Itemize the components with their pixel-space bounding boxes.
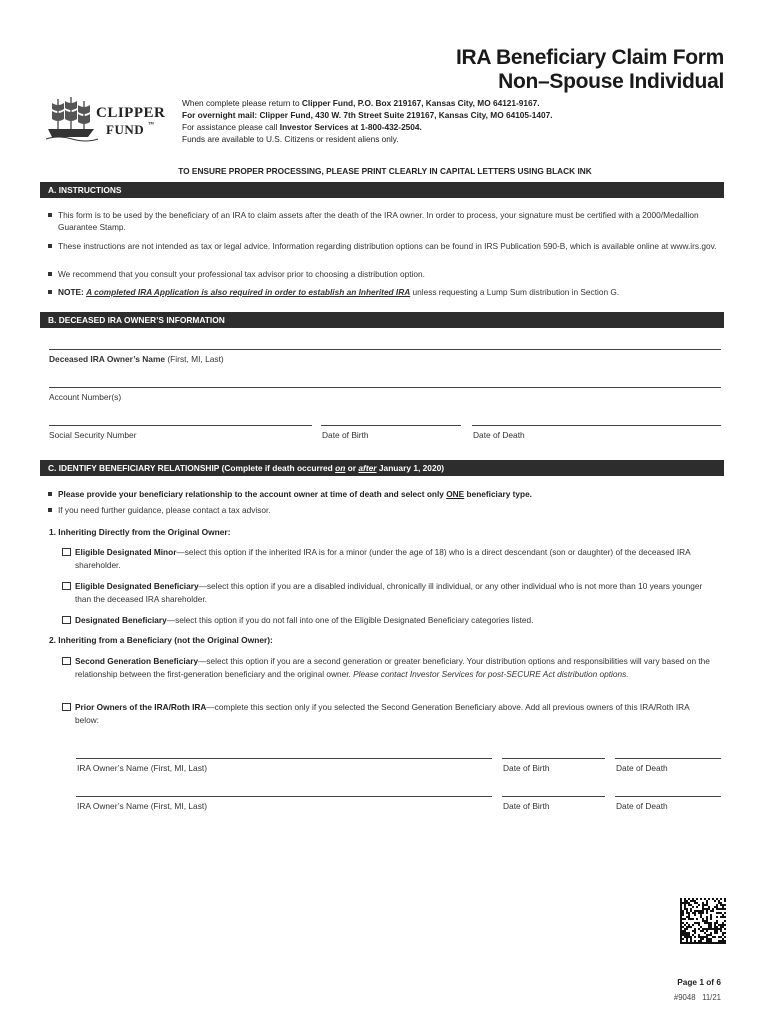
eligible-minor-checkbox[interactable] — [62, 548, 71, 556]
eligible-minor-option: Eligible Designated Minor—select this option if the inherited IRA is for a minor (under the age of 18) who is a direct descendant (son or daughter) of the deceased IRA shareholder. — [75, 547, 691, 570]
prior-owner-name-field-1[interactable] — [76, 758, 492, 759]
ssn-label: Social Security Number — [49, 430, 137, 440]
designated-beneficiary-option: Designated Beneficiary—select this option if you do not fall into one of the Eligible Designated Beneficiary categories listed. — [75, 615, 534, 625]
heading-inheriting-directly: 1. Inheriting Directly from the Original Owner: — [49, 527, 231, 537]
clipper-ship-icon — [44, 95, 100, 143]
form-title-line2: Non–Spouse Individual — [498, 70, 724, 93]
print-instructions: TO ENSURE PROPER PROCESSING, PLEASE PRINT CLEARLY IN CAPITAL LETTERS USING BLACK INK — [178, 166, 592, 176]
prior-owner-dob-field-1[interactable] — [502, 758, 605, 759]
owner-name-label: Deceased IRA Owner’s Name (First, MI, Last) — [49, 354, 224, 364]
owner-dod-label: Date of Death — [473, 430, 525, 440]
return-instructions: When complete please return to Clipper Fund, P.O. Box 219167, Kansas City, MO 64121-9167. — [182, 98, 540, 108]
prior-owner-dod-field-1[interactable] — [615, 758, 721, 759]
account-number-label: Account Number(s) — [49, 392, 122, 402]
second-generation-checkbox[interactable] — [62, 657, 71, 665]
owner-dob-field[interactable] — [321, 425, 461, 426]
logo-trademark: ™ — [148, 122, 154, 128]
owner-dob-label: Date of Birth — [322, 430, 369, 440]
clipper-fund-logo — [44, 95, 170, 143]
relationship-bullet-1: Please provide your beneficiary relationship to the account owner at time of death and select only ONE beneficiary type. — [48, 488, 718, 500]
form-number: #9048 11/21 — [673, 993, 721, 1002]
prior-owners-option: Prior Owners of the IRA/Roth IRA—complete this section only if you selected the Second Generation Beneficiary above. Add all previous owners of this IRA/Roth IRA below: — [75, 702, 690, 725]
instruction-bullet-4: NOTE: A completed IRA Application is also required in order to establish an Inherited IRA unless requesting a Lump Sum distribution in Section G. — [48, 286, 718, 298]
section-c-header: C. IDENTIFY BENEFICIARY RELATIONSHIP (Complete if death occurred on or after January 1, 2020) — [40, 460, 724, 476]
section-b-header: B. DECEASED IRA OWNER’S INFORMATION — [40, 312, 724, 328]
logo-word-clipper: CLIPPER — [96, 105, 166, 121]
assistance-line: For assistance please call Investor Services at 1-800-432-2504. — [182, 122, 422, 132]
overnight-mail: For overnight mail: Clipper Fund, 430 W. 7th Street Suite 219167, Kansas City, MO 64105-1407. — [182, 110, 553, 120]
datamatrix-barcode-icon — [680, 898, 726, 944]
prior-owner-name-field-2[interactable] — [76, 796, 492, 797]
prior-owner-dod-label-2: Date of Death — [616, 801, 668, 811]
prior-owner-dob-label-2: Date of Birth — [503, 801, 550, 811]
prior-owner-dod-label-1: Date of Death — [616, 763, 668, 773]
prior-owner-dob-field-2[interactable] — [502, 796, 605, 797]
prior-owner-dob-label-1: Date of Birth — [503, 763, 550, 773]
owner-name-field[interactable] — [49, 349, 721, 350]
eligible-designated-option: Eligible Designated Beneficiary—select this option if you are a disabled individual, chronically ill individual, or any other individual who is not more than 10 years younger than the deceased IRA shareholder. — [75, 581, 703, 604]
prior-owner-dod-field-2[interactable] — [615, 796, 721, 797]
funds-availability-note: Funds are available to U.S. Citizens or resident aliens only. — [182, 134, 399, 144]
section-a-header: A. INSTRUCTIONS — [40, 182, 724, 198]
prior-owner-name-label-1: IRA Owner’s Name (First, MI, Last) — [77, 763, 207, 773]
relationship-bullet-2: If you need further guidance, please contact a tax advisor. — [48, 504, 718, 516]
designated-beneficiary-checkbox[interactable] — [62, 616, 71, 624]
ssn-field[interactable] — [49, 425, 312, 426]
heading-inheriting-from-beneficiary: 2. Inheriting from a Beneficiary (not the Original Owner): — [49, 635, 273, 645]
instruction-bullet-2: These instructions are not intended as tax or legal advice. Information regarding distribution options can be found in IRS Publication 590-B, which is available online at www.irs.gov. — [48, 240, 718, 252]
eligible-designated-checkbox[interactable] — [62, 582, 71, 590]
form-title-line1: IRA Beneficiary Claim Form — [456, 46, 724, 69]
account-number-field[interactable] — [49, 387, 721, 388]
prior-owner-name-label-2: IRA Owner’s Name (First, MI, Last) — [77, 801, 207, 811]
owner-dod-field[interactable] — [472, 425, 721, 426]
prior-owners-checkbox[interactable] — [62, 703, 71, 711]
page-number: Page 1 of 6 — [677, 977, 721, 987]
instruction-bullet-1: This form is to be used by the beneficiary of an IRA to claim assets after the death of the IRA owner. In order to process, your signature must be certified with a 2000/Medallion Guarantee Stamp. — [48, 209, 718, 234]
second-generation-option: Second Generation Beneficiary—select this option if you are a second generation or greater beneficiary. Your distribution options and responsibilities will vary based on the relationship between the first-generation beneficiary and the original owner. Please contact Investor Services for post-SECURE Act distribution options. — [75, 656, 710, 679]
logo-word-fund: FUND — [106, 122, 145, 137]
instruction-bullet-3: We recommend that you consult your professional tax advisor prior to choosing a distribution option. — [48, 268, 718, 280]
